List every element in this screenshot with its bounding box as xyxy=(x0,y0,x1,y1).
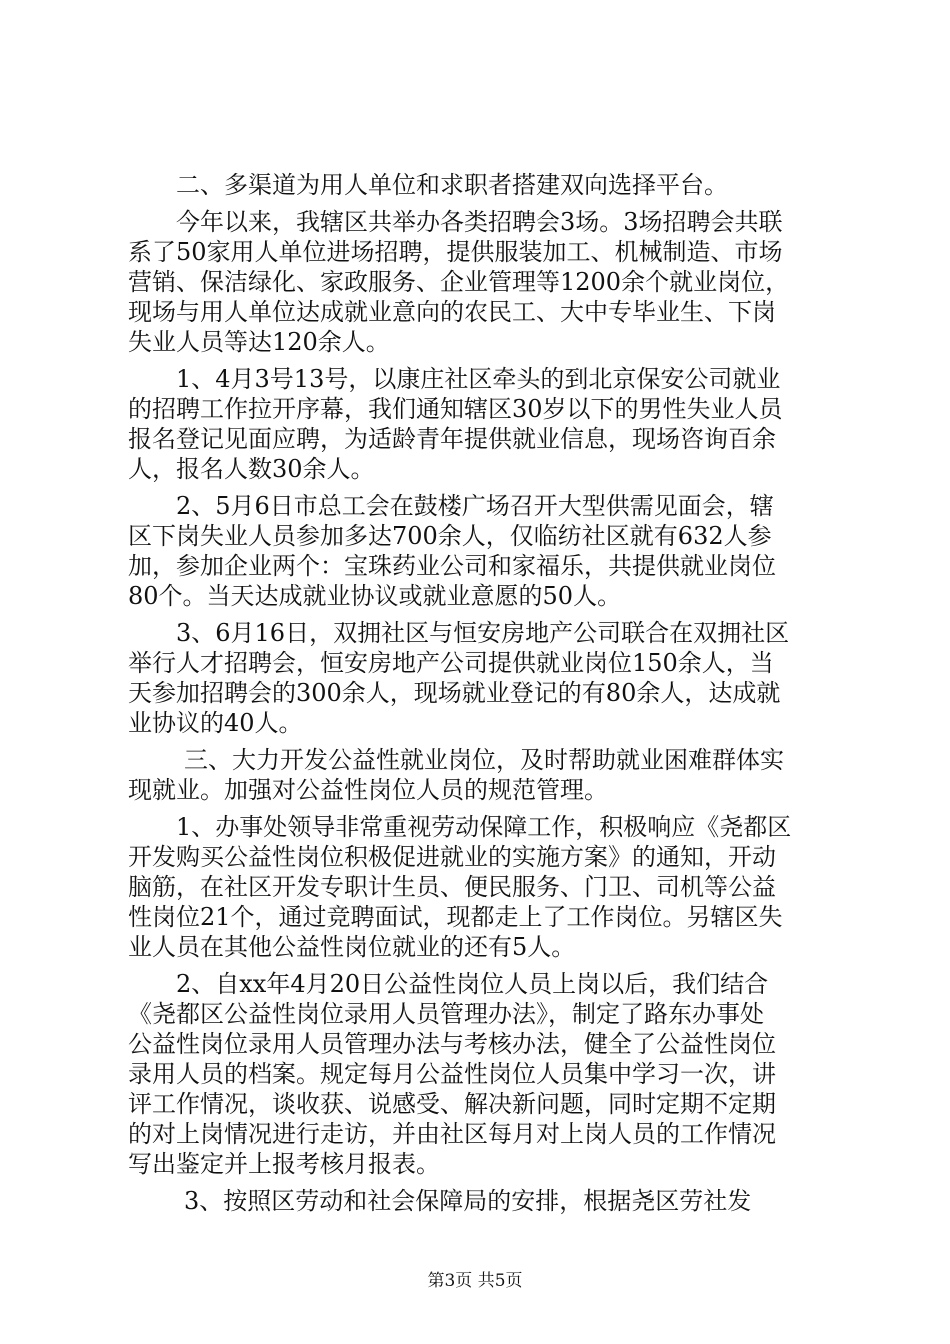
paragraph-line: 系了50家用人单位进场招聘，提供服装加工、机械制造、市场 xyxy=(128,238,783,266)
paragraph-line: 《尧都区公益性岗位录用人员管理办法》，制定了路东办事处 xyxy=(128,1000,764,1028)
paragraph-line: 性岗位21个，通过竞聘面试，现都走上了工作岗位。另辖区失 xyxy=(128,903,783,931)
paragraph-line: 脑筋，在社区开发专职计生员、便民服务、门卫、司机等公益 xyxy=(128,873,776,901)
paragraph-line: 80个。当天达成就业协议或就业意愿的50人。 xyxy=(128,582,622,610)
paragraph-line: 写出鉴定并上报考核月报表。 xyxy=(128,1150,440,1178)
paragraph-line: 现场与用人单位达成就业意向的农民工、大中专毕业生、下岗 xyxy=(128,298,776,326)
paragraph-line: 开发购买公益性岗位积极促进就业的实施方案》的通知，开动 xyxy=(128,843,776,871)
paragraph-line: 业协议的40人。 xyxy=(128,709,303,737)
paragraph-line: 录用人员的档案。规定每月公益性岗位人员集中学习一次，讲 xyxy=(128,1060,776,1088)
section-heading: 现就业。加强对公益性岗位人员的规范管理。 xyxy=(128,776,608,804)
paragraph-line: 1、4月3号13号，以康庄社区牵头的到北京保安公司就业 xyxy=(176,365,781,393)
paragraph-line: 的对上岗情况进行走访，并由社区每月对上岗人员的工作情况 xyxy=(128,1120,776,1148)
paragraph-line: 人，报名人数30余人。 xyxy=(128,455,375,483)
paragraph-line: 1、办事处领导非常重视劳动保障工作，积极响应《尧都区 xyxy=(176,813,792,841)
paragraph-line: 3、6月16日，双拥社区与恒安房地产公司联合在双拥社区 xyxy=(176,619,790,647)
section-heading: 三、大力开发公益性就业岗位，及时帮助就业困难群体实 xyxy=(184,746,784,774)
paragraph-line: 营销、保洁绿化、家政服务、企业管理等1200余个就业岗位， xyxy=(128,268,790,296)
paragraph-line: 区下岗失业人员参加多达700余人，仅临纺社区就有632人参 xyxy=(128,522,772,550)
paragraph-line: 的招聘工作拉开序幕，我们通知辖区30岁以下的男性失业人员 xyxy=(128,395,783,423)
paragraph-line: 公益性岗位录用人员管理办法与考核办法，健全了公益性岗位 xyxy=(128,1030,776,1058)
paragraph-line: 业人员在其他公益性岗位就业的还有5人。 xyxy=(128,933,576,961)
paragraph-line: 失业人员等达120余人。 xyxy=(128,328,390,356)
section-heading: 二、多渠道为用人单位和求职者搭建双向选择平台。 xyxy=(176,171,728,199)
paragraph-line: 加，参加企业两个：宝珠药业公司和家福乐，共提供就业岗位 xyxy=(128,552,776,580)
paragraph-line: 评工作情况，谈收获、说感受、解决新问题，同时定期不定期 xyxy=(128,1090,776,1118)
paragraph-line: 天参加招聘会的300余人，现场就业登记的有80余人，达成就 xyxy=(128,679,781,707)
paragraph-line: 2、5月6日市总工会在鼓楼广场召开大型供需见面会，辖 xyxy=(176,492,774,520)
paragraph-line: 3、按照区劳动和社会保障局的安排，根据尧区劳社发 xyxy=(184,1187,752,1215)
paragraph-line: 2、自xx年4月20日公益性岗位人员上岗以后，我们结合 xyxy=(176,970,769,998)
document-body xyxy=(128,170,828,1216)
paragraph-line: 报名登记见面应聘，为适龄青年提供就业信息，现场咨询百余 xyxy=(128,425,776,453)
page-footer: 第3页 共5页 xyxy=(427,1271,523,1291)
paragraph-line: 举行人才招聘会，恒安房地产公司提供就业岗位150余人，当 xyxy=(128,649,774,677)
paragraph-line: 今年以来，我辖区共举办各类招聘会3场。3场招聘会共联 xyxy=(176,208,783,236)
